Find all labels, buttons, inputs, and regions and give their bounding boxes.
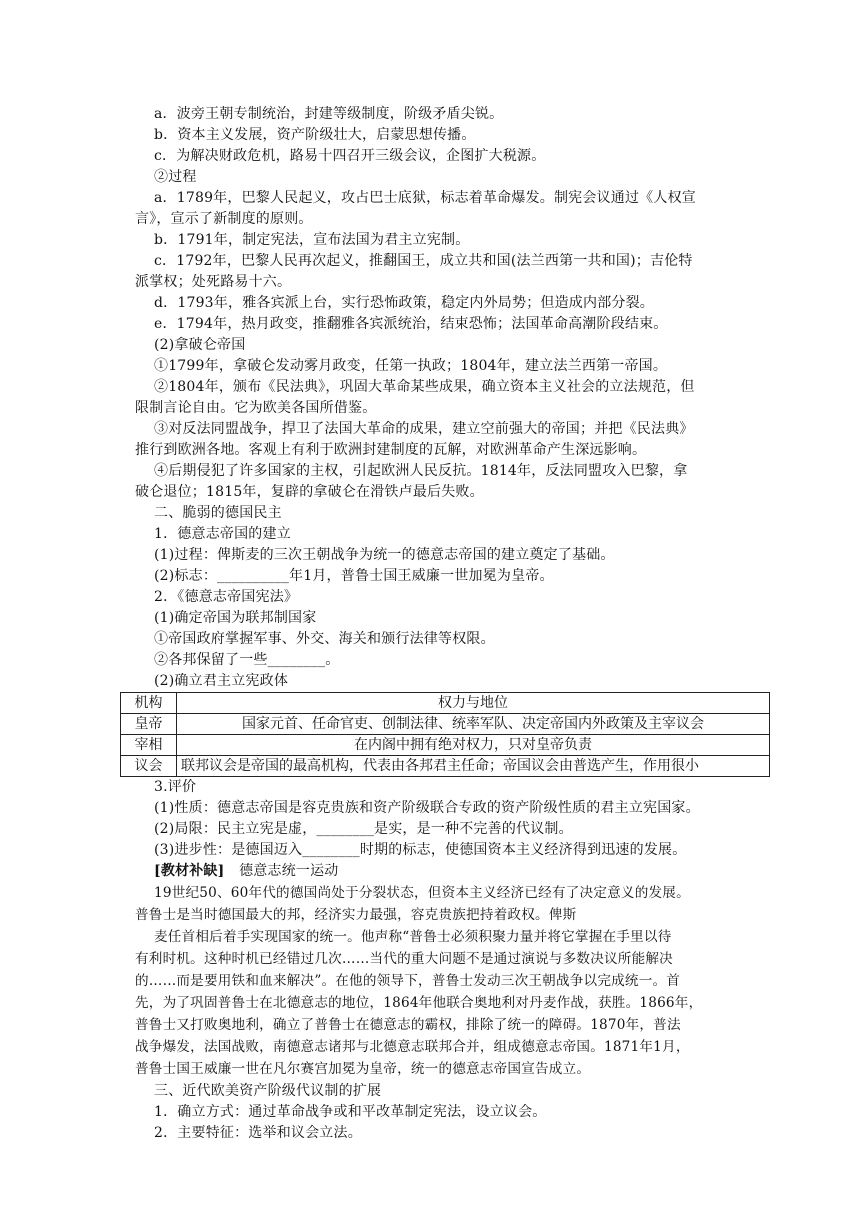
text-line: e．1794年，热月政变，推翻雅各宾派统治，结束恐怖；法国革命高潮阶段结束。 xyxy=(154,316,668,332)
table-row xyxy=(121,714,770,735)
text-line: c．1792年，巴黎人民再次起义，推翻国王，成立共和国(法兰西第一共和国)；吉伦特 xyxy=(154,253,693,269)
text-line: 言》，宣示了新制度的原则。 xyxy=(135,211,313,227)
powers-table xyxy=(120,692,770,777)
text-line: (3)进步性：是德国迈入________时期的标志，使德国资本主义经济得到迅速的发展。 xyxy=(154,842,687,858)
text-line: b．1791年，制定宪法，宣布法国为君主立宪制。 xyxy=(154,232,470,248)
paragraph-line: 的……而是要用铁和血来解决”。在他的领导下，普鲁士发动三次王朝战争以完成统一。首 xyxy=(135,973,681,989)
text-line: 1．确立方式：通过革命战争或和平改革制定宪法，设立议会。 xyxy=(154,1104,547,1120)
table-header-cell: 机构 xyxy=(121,693,177,714)
table-cell: 皇帝 xyxy=(121,714,177,735)
text-line: 限制言论自由。它为欧美各国所借鉴。 xyxy=(135,400,377,416)
text-line: (1)确定帝国为联邦制国家 xyxy=(154,610,317,626)
text-line: c．为解决财政危机，路易十四召开三级会议，企图扩大税源。 xyxy=(154,148,546,164)
text-line: (2)标志：__________年1月，普鲁士国王威廉一世加冕为皇帝。 xyxy=(154,568,554,584)
text-line: (2)局限：民主立宪是虚，________是实，是一种不完善的代议制。 xyxy=(154,821,573,837)
section-heading: 1．德意志帝国的建立 xyxy=(154,526,291,542)
text-line: 推行到欧洲各地。客观上有利于欧洲封建制度的瓦解，对欧洲革命产生深远影响。 xyxy=(135,442,647,458)
section-heading: 三、近代欧美资产阶级代议制的扩展 xyxy=(154,1083,382,1099)
supplement-title: 德意志统一运动 xyxy=(239,863,339,879)
text-line: 2．主要特征：选举和议会立法。 xyxy=(154,1125,362,1141)
paragraph-line: 麦任首相后着手实现国家的统一。他声称“普鲁士必须积聚力量并将它掌握在手里以待 xyxy=(154,929,672,945)
text-line: (1)过程：俾斯麦的三次王朝战争为统一的德意志帝国的建立奠定了基础。 xyxy=(154,547,615,563)
paragraph-line: 战争爆发，法国战败，南德意志诸邦与北德意志联邦合并，组成德意志帝国。1871年1月， xyxy=(135,1039,690,1055)
paragraph-line: 普鲁士是当时德国最大的邦，经济实力最强，容克贵族把持着政权。俾斯 xyxy=(135,907,577,923)
text-line: (1)性质：德意志帝国是容克贵族和资产阶级联合专政的资产阶级性质的君主立宪国家。 xyxy=(154,800,700,816)
text-line: 破仑退位；1815年，复辟的拿破仑在滑铁卢最后失败。 xyxy=(135,484,484,500)
text-line: 派掌权；处死路易十六。 xyxy=(135,274,292,290)
section-heading: 3.评价 xyxy=(154,779,197,795)
table-row xyxy=(121,735,770,756)
text-line: ③对反法同盟战争，捍卫了法国大革命的成果，建立空前强大的帝国；并把《民法典》 xyxy=(154,421,694,437)
paragraph-line: 普鲁士国王威廉一世在凡尔赛宫加冕为皇帝，统一的德意志帝国宣告成立。 xyxy=(135,1061,591,1077)
table-cell: 联邦议会是帝国的最高机构，代表由各邦君主任命；帝国议会由普选产生，作用很小 xyxy=(177,756,770,777)
table-cell: 在内阁中拥有绝对权力，只对皇帝负责 xyxy=(177,735,770,756)
section-heading: (2)拿破仑帝国 xyxy=(154,337,246,353)
table-cell: 议会 xyxy=(121,756,177,777)
supplement-tag: [教材补缺] xyxy=(154,863,225,879)
table-cell: 国家元首、任命官吏、创制法律、统率军队、决定帝国内外政策及主宰议会 xyxy=(177,714,770,735)
section-heading: ②过程 xyxy=(154,169,197,185)
text-line: a．波旁王朝专制统治，封建等级制度，阶级矛盾尖锐。 xyxy=(154,106,504,122)
section-heading: 二、脆弱的德国民主 xyxy=(154,505,282,521)
section-heading: (2)确立君主立宪政体 xyxy=(154,673,289,689)
table-row xyxy=(121,756,770,777)
supplement-heading xyxy=(154,862,339,880)
text-line: d．1793年，雅各宾派上台，实行恐怖政策，稳定内外局势；但造成内部分裂。 xyxy=(154,295,654,311)
table-cell: 宰相 xyxy=(121,735,177,756)
table-header-row xyxy=(121,693,770,714)
text-line: ④后期侵犯了许多国家的主权，引起欧洲人民反抗。1814年，反法同盟攻入巴黎，拿 xyxy=(154,463,688,479)
paragraph-line: 普鲁士又打败奥地利，确立了普鲁士在德意志的霸权，排除了统一的障碍。1870年，普法 xyxy=(135,1017,681,1033)
text-line: ①1799年，拿破仑发动雾月政变，任第一执政；1804年，建立法兰西第一帝国。 xyxy=(154,358,668,374)
paragraph-line: 先，为了巩固普鲁士在北德意志的地位，1864年他联合奥地利对丹麦作战，获胜。1866年， xyxy=(135,995,703,1011)
section-heading: 2．《德意志帝国宪法》 xyxy=(154,589,299,605)
text-line: a．1789年，巴黎人民起义，攻占巴士底狱，标志着革命爆发。制宪会议通过《人权宣 xyxy=(154,190,696,206)
text-line: ②1804年，颁布《民法典》，巩固大革命某些成果，确立资本主义社会的立法规范，但 xyxy=(154,379,695,395)
text-line: ①帝国政府掌握军事、外交、海关和颁行法律等权限。 xyxy=(154,631,495,647)
text-line: ②各邦保留了一些________。 xyxy=(154,652,340,668)
paragraph-line: 有利时机。这种时机已经错过几次……当代的重大问题不是通过演说与多数决议所能解决 xyxy=(135,951,673,967)
table-header-cell: 权力与地位 xyxy=(177,693,770,714)
text-line: b．资本主义发展，资产阶级壮大，启蒙思想传播。 xyxy=(154,127,476,143)
paragraph-line: 19世纪50、60年代的德国尚处于分裂状态，但资本主义经济已经有了决定意义的发展。 xyxy=(154,885,690,901)
